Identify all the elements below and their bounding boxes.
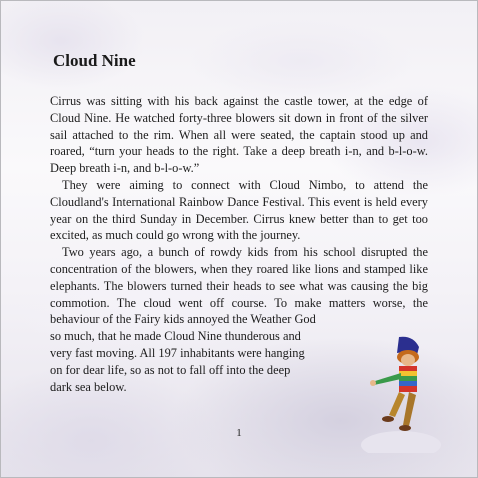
- paragraph-3: Two years ago, a bunch of rowdy kids from his school disrupted the concentration of the blowers, when they roared like lions and stamped like elephants. The blowers turned their heads to see what was causing the big commotion. The cloud went off course. To make matters worse, the behaviour of the Fairy kids annoyed the Weather God: [50, 245, 428, 327]
- shirt-stripe: [399, 366, 417, 371]
- shirt-stripe: [399, 386, 417, 392]
- fairy-shoe: [382, 416, 394, 422]
- shirt-stripe: [399, 381, 417, 386]
- fairy-leg: [389, 392, 405, 417]
- paragraph-1: Cirrus was sitting with his back against the castle tower, at the edge of Cloud Nine. He watched forty-three blowers sit down in front of the silver sail attached to the rim. When all were seated, the captain stood up and roared, “turn your heads to the right. Take a deep breath i-n, and b-l-o-w. Deep breath i-n, and b-l-o-w.”: [50, 94, 428, 176]
- paragraph-2: They were aiming to connect with Cloud Nimbo, to attend the Cloudland's International Rainbow Dance Festival. This event is held every year on the third Sunday in December. Cirrus knew better than to get too excited, as much could go wrong with the journey.: [50, 177, 428, 243]
- chapter-title: Cloud Nine: [53, 51, 136, 70]
- closing-line: dark sea below.: [50, 379, 127, 394]
- shirt-stripe: [399, 376, 417, 381]
- closing-line: on for dear life, so as not to fall off into the deep: [50, 362, 291, 377]
- fairy-face: [401, 354, 415, 366]
- closing-line: very fast moving. All 197 inhabitants were hanging: [50, 345, 305, 360]
- fairy-hand: [370, 380, 376, 386]
- fairy-arm: [374, 373, 401, 385]
- closing-line: so much, that he made Cloud Nine thunderous and: [50, 329, 301, 344]
- fairy-leg: [403, 392, 416, 426]
- shirt-stripe: [399, 371, 417, 376]
- page-number: 1: [236, 427, 242, 439]
